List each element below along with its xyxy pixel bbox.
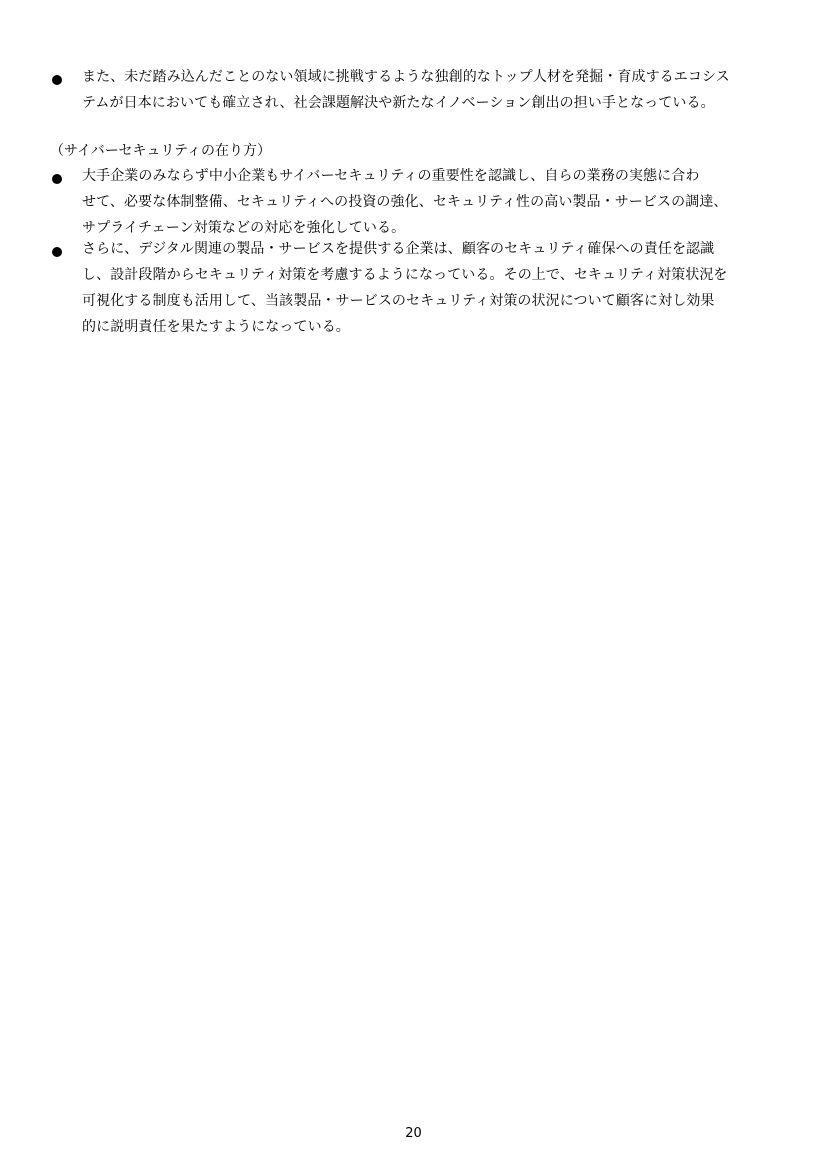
bullet-dot-icon (52, 247, 62, 257)
bullet-dot-icon (52, 174, 62, 184)
text-line: 可視化する制度も活用して、当該製品・サービスのセキュリティ対策の状況について顧客に対し効果 (82, 293, 715, 309)
text-line: せて、必要な体制整備、セキュリティへの投資の強化、セキュリティ性の高い製品・サービスの調達、 (82, 194, 728, 210)
bullet-text (82, 64, 782, 116)
text-line: 大手企業のみならず中小企業もサイバーセキュリティの重要性を認識し、自らの業務の実態に合わ (82, 168, 700, 184)
bullet-text (82, 236, 782, 340)
text-line: また、未だ踏み込んだことのない領域に挑戦するような独創的なトップ人材を発掘・育成するエコシス (82, 69, 730, 85)
text-line: 的に説明責任を果たすようになっている。 (82, 319, 350, 335)
bullet-text (82, 163, 782, 241)
page-number: 20 (405, 1126, 422, 1141)
text-line: し、設計段階からセキュリティ対策を考慮するようになっている。その上で、セキュリティ対策状況を (82, 267, 728, 283)
text-line: サプライチェーン対策などの対応を強化している。 (82, 220, 406, 236)
section-heading: （サイバーセキュリティの在り方） (50, 143, 272, 159)
bullet-dot-icon (52, 75, 62, 85)
text-line: さらに、デジタル関連の製品・サービスを提供する企業は、顧客のセキュリティ確保への責任を認識 (82, 241, 715, 257)
text-line: テムが日本においても確立され、社会課題解決や新たなイノベーション創出の担い手となっている。 (82, 95, 715, 111)
